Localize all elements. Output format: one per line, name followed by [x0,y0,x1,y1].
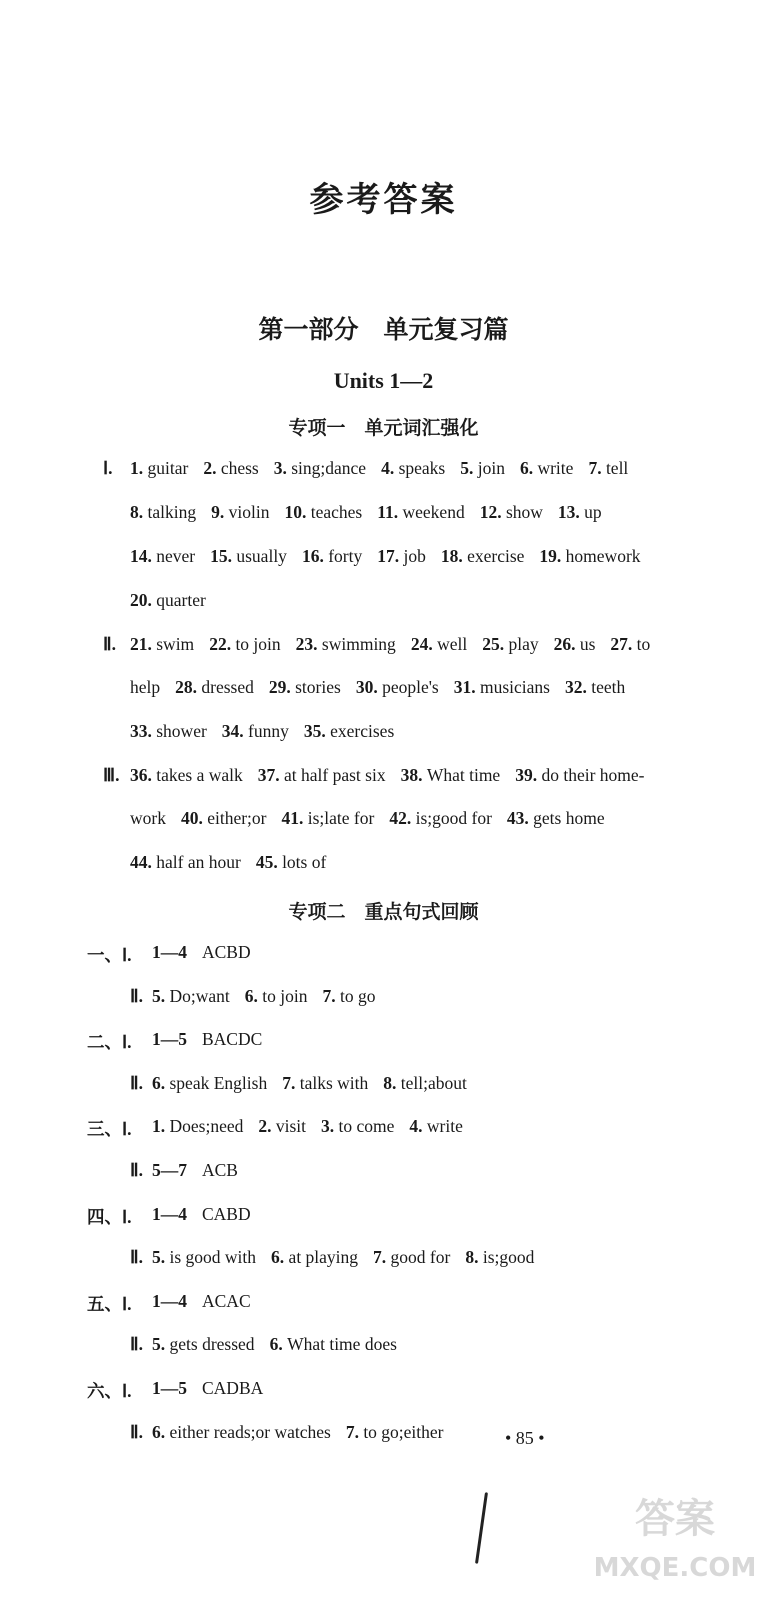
sentence-lead: Ⅱ. [130,1072,143,1093]
sentence-lead: Ⅱ. [130,1160,143,1180]
answer-item [271,1247,358,1267]
answer-line [130,590,221,611]
answer-text: What time [426,765,501,785]
answer-number: 3. [273,458,292,478]
answer-text: gets home [533,808,605,828]
sentence-line [152,1291,251,1312]
answer-item [373,1247,450,1267]
answer-number: 6. [269,1334,288,1355]
answer-text: forty [328,546,363,566]
answer-number: 39. [515,765,542,785]
answer-item [321,1116,394,1136]
section-title-vocab: 专项一 单元词汇强化 [288,417,479,439]
answer-item [274,458,366,478]
answer-text: us [579,634,596,654]
roman-2: Ⅱ. [103,634,116,654]
sentence-line [152,1204,251,1225]
part-title: 第一部分 单元复习篇 [258,315,509,344]
answer-number: 41. [281,808,308,828]
watermark-url: MXQE.COM [593,1553,757,1583]
answer-number: 7. [345,1421,364,1442]
answer-line [130,502,617,523]
answer-number: 28. [175,677,202,697]
answer-line [130,852,341,873]
answer-item [377,546,426,566]
answer-number: 19. [539,546,566,566]
answer-text: violin [228,502,270,522]
answer-number: 22. [209,634,236,654]
answer-text: to join [262,985,308,1006]
answer-text: either;or [207,808,267,828]
answer-number: 24. [410,634,438,654]
answer-item [441,546,525,566]
answer-number: 23. [295,634,322,654]
answer-item [210,546,287,566]
answer-item [480,502,543,522]
answer-text: tell [605,458,629,478]
sentence-line [152,1073,482,1094]
sentence-lead: 六、Ⅰ. [87,1381,132,1401]
answer-item [130,458,188,478]
answer-number: 8. [130,502,148,522]
answer-text: musicians [479,677,550,697]
answer-number: 30. [355,677,383,697]
answer-number: 7. [322,985,340,1006]
answer-number: 5—7 [152,1160,187,1180]
answer-item [346,1422,444,1442]
answer-number: 14. [130,546,157,566]
answer-line [130,721,409,742]
answer-text: guitar [147,458,189,478]
answer-text: at half past six [284,765,386,785]
sentence-line [152,1116,478,1137]
page-title: 参考答案 [309,180,458,220]
answer-item [130,634,194,654]
sentence-line [152,1334,412,1355]
answer-item [554,634,596,654]
answer-item [152,986,230,1006]
answer-item [460,458,505,478]
sentence-lead: Ⅱ. [130,1421,143,1442]
answer-number: 11. [377,502,403,522]
answer-item [130,721,207,741]
answer-number: 6. [519,458,538,478]
answer-number: 4. [409,1116,427,1137]
answer-item [152,1247,256,1267]
answer-number: 1—4 [152,1203,187,1224]
answer-item [282,808,375,828]
answer-item [269,677,341,697]
answer-number: 5. [460,458,478,478]
answer-number: 9. [211,502,229,522]
answer-item [152,1073,267,1093]
answer-text: speak English [169,1072,268,1093]
answer-number: 2. [203,458,221,478]
answer-item [211,502,269,522]
answer-number: 1—4 [152,942,187,962]
answer-text: play [508,634,539,654]
answer-number: 7. [282,1072,300,1093]
section-title-sentences: 专项二 重点句式回顾 [288,901,479,923]
answer-item [539,546,640,566]
answer-text: CADBA [202,1378,264,1398]
sentence-lead: 四、Ⅰ. [87,1206,132,1227]
answer-number: 34. [221,721,249,741]
answer-number: 6. [271,1247,289,1268]
answer-number: 42. [389,808,416,828]
answer-text: homework [565,546,641,566]
answer-item [130,852,241,872]
answer-number: 7. [588,458,606,478]
answer-number: 26. [553,634,580,654]
answer-item [389,808,492,828]
watermark-text: 答案 [635,1496,715,1542]
answer-item [130,677,160,697]
answer-text: is;good [482,1247,535,1268]
sentence-line [152,1247,549,1268]
answer-number: 37. [257,765,284,785]
sentence-line [152,1160,238,1181]
answer-number: 31. [453,677,480,697]
answer-text: job [403,546,426,566]
answer-text: stories [295,677,341,697]
answer-text: tell;about [400,1072,467,1093]
answer-item [302,546,362,566]
answer-text: weekend [402,502,465,522]
answer-text: ACAC [202,1290,251,1311]
answer-item [222,721,289,741]
answer-item [130,590,206,610]
sentence-line [152,1378,263,1399]
answer-text: What time does [287,1334,397,1355]
answer-line [130,634,665,655]
answer-text: Does;need [169,1116,244,1137]
answer-number: 8. [383,1072,401,1093]
answer-text: gets dressed [169,1334,255,1355]
answer-number: 35. [303,721,331,741]
answer-number: 36. [130,765,157,785]
answer-item [130,808,166,828]
answer-text: talking [147,502,197,522]
answer-item [130,546,195,566]
answer-number: 1. [152,1116,170,1137]
answer-item [356,677,439,697]
answer-text: is good with [169,1247,257,1268]
answer-text: good for [390,1247,451,1268]
answer-number: 15. [210,546,237,566]
answer-text: BACDC [202,1029,263,1050]
sentence-lead: 五、Ⅰ. [87,1293,132,1314]
answer-text: is;good for [415,808,492,828]
answer-number: 6. [152,1421,170,1442]
answer-text: shower [156,721,207,741]
answer-item [515,765,644,785]
answer-text: sing;dance [291,458,367,478]
answer-number: 20. [130,590,157,610]
answer-item [209,634,280,654]
answer-number: 4. [381,458,399,478]
answer-item [558,502,602,522]
answer-text: dressed [201,677,254,697]
answer-item [381,458,445,478]
answer-item [565,677,625,697]
answer-text: is;late for [307,808,375,828]
answer-item [256,852,327,872]
answer-item [152,1116,243,1136]
answer-text: visit [275,1116,307,1137]
answer-number: 44. [130,852,157,872]
answer-item [175,677,254,697]
answer-line [130,546,656,567]
answer-item [258,765,386,785]
answer-text: to come [338,1116,395,1137]
answer-number: 18. [440,546,468,566]
answer-item [152,1334,255,1354]
answer-item [258,1116,306,1136]
pen-mark [475,1492,488,1564]
answer-text: funny [248,721,289,741]
answer-number: 7. [373,1247,391,1268]
answer-line [130,808,620,829]
answer-text: Do;want [169,985,230,1006]
answer-number: 1—4 [152,1290,187,1311]
answer-number: 10. [284,502,311,522]
answer-item [152,1422,331,1442]
sentence-lead: Ⅱ. [130,1247,143,1268]
answer-text: people's [382,677,439,697]
answer-number: 16. [301,546,329,566]
sentence-line [152,1422,459,1443]
answer-item [610,634,650,654]
unit-title: Units 1—2 [333,368,434,393]
answer-text: work [130,808,166,828]
answer-text: show [505,502,543,522]
answer-text: well [437,634,468,654]
answer-item [304,721,394,741]
answer-text: at playing [288,1247,359,1268]
answer-item [130,502,196,522]
answer-text: speaks [398,458,446,478]
answer-line [130,458,643,479]
answer-item [465,1247,534,1267]
answer-text: write [426,1116,463,1137]
answer-text: never [156,546,196,566]
roman-1: Ⅰ. [103,458,113,478]
sentence-line [152,1029,262,1050]
answer-text: teeth [591,677,626,697]
answer-text: to join [235,634,281,654]
answer-text: join [477,458,505,478]
answer-number: 40. [180,808,208,828]
answer-text: takes a walk [156,765,243,785]
answer-item [482,634,538,654]
answer-text: help [130,677,161,697]
answer-number: 45. [255,852,283,872]
answer-number: 12. [479,502,506,522]
answer-number: 27. [610,634,637,654]
answer-text: quarter [156,590,206,610]
answer-text: write [537,458,574,478]
answer-item [282,1073,368,1093]
answer-item [130,765,243,785]
answer-text: do their home- [541,765,645,785]
sentence-lead: 一、Ⅰ. [87,945,132,965]
answer-number: 5. [152,985,170,1006]
page-number: • 85 • [505,1428,545,1448]
answer-number: 6. [152,1072,170,1093]
sentence-lead: Ⅱ. [130,1334,143,1355]
answer-number: 33. [130,721,157,741]
answer-text: swim [156,634,195,654]
answer-text: swimming [321,634,396,654]
answer-text: CABD [202,1203,251,1224]
answer-text: teaches [310,502,363,522]
answer-number: 13. [557,502,585,522]
answer-item [454,677,550,697]
watermark-logo [590,1480,760,1590]
answer-text: up [584,502,602,522]
answer-number: 38. [400,765,427,785]
answer-text: half an hour [156,852,241,872]
answer-number: 17. [377,546,404,566]
sentence-line [152,942,251,963]
answer-number: 5. [152,1334,170,1355]
answer-text: ACB [202,1160,238,1180]
answer-number: 43. [506,808,534,828]
answer-number: 1—5 [152,1378,187,1398]
answer-item [270,1334,397,1354]
answer-item [323,986,376,1006]
answer-number: 29. [268,677,296,697]
answer-text: to go [340,985,376,1006]
answer-text: usually [236,546,287,566]
answer-item [245,986,308,1006]
answer-number: 21. [130,634,157,654]
answer-number: 1. [130,458,148,478]
answer-item [507,808,605,828]
answer-item [588,458,628,478]
answer-item [401,765,501,785]
answer-text: exercise [467,546,525,566]
answer-line [130,677,640,698]
roman-3: Ⅲ. [103,765,120,785]
answer-item [181,808,267,828]
answer-text: exercises [330,721,395,741]
sentence-lead: 三、Ⅰ. [87,1119,132,1140]
answer-number: 1—5 [152,1029,187,1050]
answer-number: 6. [244,985,263,1006]
answer-text: chess [220,458,259,478]
answer-number: 8. [465,1247,483,1268]
answer-text: to [636,634,651,654]
answer-item [284,502,362,522]
answer-number: 3. [321,1116,339,1137]
answer-item [296,634,396,654]
answer-item [520,458,573,478]
answer-text: talks with [299,1072,369,1093]
answer-text: either reads;or watches [169,1421,331,1442]
answer-item [203,458,258,478]
answer-item [377,502,465,522]
answer-number: 32. [564,677,592,697]
answer-item [411,634,467,654]
answer-item [383,1073,467,1093]
sentence-lead: 二、Ⅰ. [87,1032,132,1053]
answer-text: lots of [282,852,327,872]
answer-line [130,765,660,786]
answer-number: 25. [482,634,509,654]
sentence-line [152,986,391,1007]
sentence-lead: Ⅱ. [130,985,143,1006]
answer-text: ACBD [202,942,251,962]
answer-text: to go;either [363,1421,444,1442]
answer-number: 2. [258,1116,276,1137]
answer-number: 5. [152,1247,170,1268]
answer-item [409,1116,462,1136]
